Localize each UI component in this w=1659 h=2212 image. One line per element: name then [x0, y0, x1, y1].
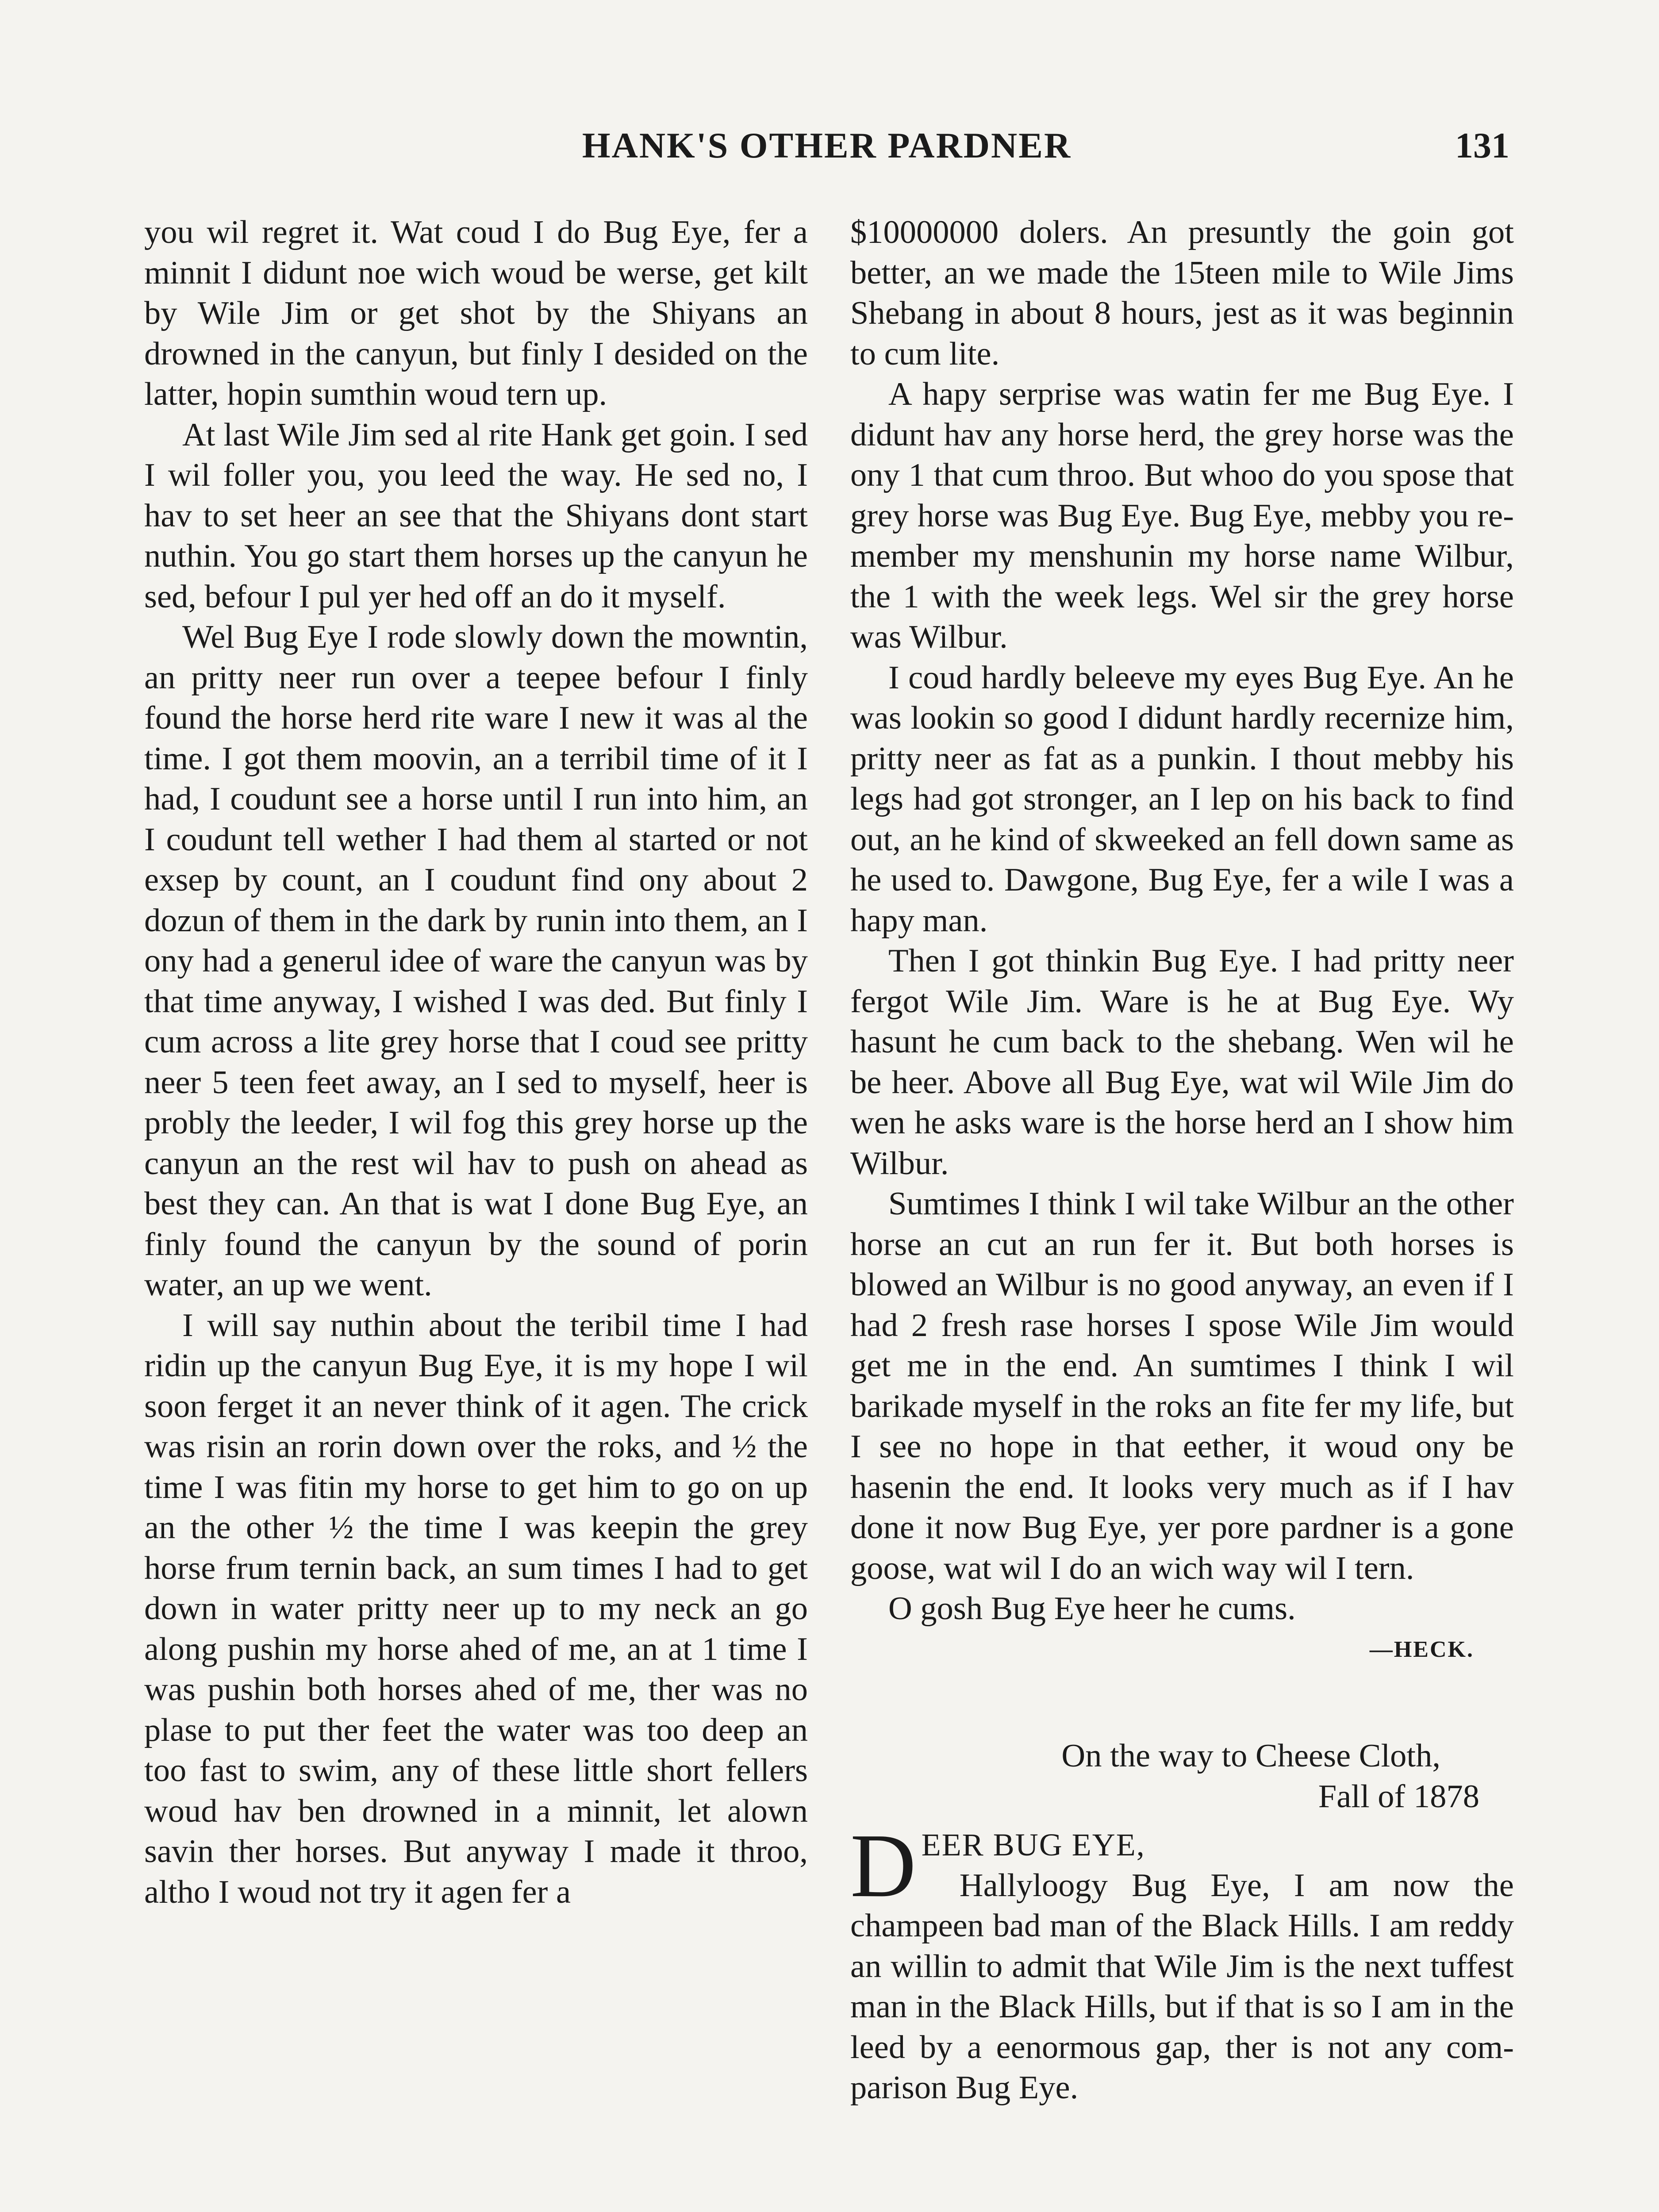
letter	[850, 1736, 1514, 2108]
right-column	[850, 212, 1514, 2108]
paragraph: Wel Bug Eye I rode slowly down the mowntin, an pritty neer run over a teepee befour I finly found the horse herd rite ware I new it was al the time. I got them moovin, an a terribil time of it I had, I coudunt see a horse until I run into him, an I coudunt tell wether I had them al started or not exsep by count, an I coudunt find ony about 2 dozun of them in the dark by runin into them, an I ony had a generul idee of ware the canyun was by that time anyway, I wished I was ded. But finly I cum across a lite grey horse that I coud see pritty neer 5 teen feet away, an I sed to myself, heer is probly the leeder, I wil fog this grey horse up the canyun an the rest wil hav to push on ahead as best they can. An that is wat I done Bug Eye, an finly found the canyun by the sound of porin water, an up we went.	[144, 619, 808, 1303]
drop-cap: D	[850, 1815, 916, 1916]
letter-dateline	[850, 1736, 1479, 1817]
paragraph: Sumtimes I think I wil take Wilbur an the other horse an cut an run fer it. But both horses is blowed an Wilbur is no good anyway, an even if I had 2 fresh rase horses I spose Wile Jim would get me in the end. An sumtimes I think I wil barikade myself in the roks an fite fer my life, but I see no hope in that eether, it woud ony be hasenin the end. It looks very much as if I hav done it now Bug Eye, yer pore pardner is a gone goose, wat wil I do an wich way wil I tern.	[850, 1186, 1514, 1586]
author-signature: —HECK.	[1369, 1636, 1474, 1662]
dateline-place: On the way to Cheese Cloth,	[1061, 1738, 1440, 1774]
paragraph: you wil regret it. Wat coud I do Bug Eye, fer a minnit I didunt noe wich woud be werse, get kilt by Wile Jim or get shot by the Shiyans an drowned in the canyun, but finly I desided on the latter, hopin sumthin woud tern up.	[144, 214, 808, 412]
letter-body: Hallyloogy Bug Eye, I am now the champeen bad man of the Black Hills. I am reddy an willin to admit that Wile Jim is the next tuffest man in the Black Hills, but if that is so I am in the leed by a eenormous gap, ther is not any comparison Bug Eye.	[850, 1867, 1514, 2106]
paragraph: O gosh Bug Eye heer he cums.	[888, 1590, 1296, 1627]
dateline-date: Fall of 1878	[1318, 1778, 1479, 1815]
paragraph: A hapy serprise was watin fer me Bug Eye. I didunt hav any horse herd, the grey horse was the ony 1 that cum throo. But whoo do you spose that grey horse was Bug Eye. Bug Eye, mebby you remember my menshunin my horse name Wilbur, the 1 with the week legs. Wel sir the grey horse was Wilbur.	[850, 376, 1514, 655]
paragraph: Then I got thinkin Bug Eye. I had pritty neer fergot Wile Jim. Ware is he at Bug Eye. Wy hasunt he cum back to the shebang. Wen wil he be heer. Above all Bug Eye, wat wil Wile Jim do wen he asks ware is the horse herd an I show him Wilbur.	[850, 943, 1514, 1182]
left-column	[144, 212, 808, 1912]
paragraph: I will say nuthin about the teribil time I had ridin up the canyun Bug Eye, it is my hope I wil soon ferget it an never think of it agen. The crick was risin an rorin down over the roks, and ½ the time I was fitin my horse to get him to go on up an the other ½ the time I was keepin the grey horse frum ternin back, an sum times I had to get down in water pritty neer up to my neck an go along pushin my horse ahed of me, an at 1 time I was pushin both horses ahed of me, ther was no plase to put ther feet the water was too deep an too fast to swim, any of these little short fellers woud hav ben drowned in a minnit, let alown savin ther horses. But anyway I made it throo, altho I woud not try it agen fer a	[144, 1307, 808, 1910]
paragraph: $10000000 dolers. An presuntly the goin got better, an we made the 15teen mile to Wile Jims Shebang in about 8 hours, jest as it was beginnin to cum lite.	[850, 214, 1514, 372]
page-number: 131	[1455, 125, 1509, 165]
salutation: EER BUG EYE,	[921, 1827, 1145, 1863]
paragraph: At last Wile Jim sed al rite Hank get goin. I sed I wil foller you, you leed the way. He sed no, I hav to set heer an see that the Shiyans dont start nuthin. You go start them horses up the canyun he sed, befour I pul yer hed off an do it myself.	[144, 416, 808, 615]
running-title: HANK'S OTHER PARDNER	[582, 125, 1072, 165]
paragraph: I coud hardly beleeve my eyes Bug Eye. An he was lookin so good I didunt hardly recernize him, pritty neer as fat as a punkin. I thout mebby his legs had got stronger, an I lep on his back to find out, an he kind of skweeked an fell down same as he used to. Dawgone, Bug Eye, fer a wile I was a hapy man.	[850, 659, 1514, 939]
running-head	[144, 125, 1509, 173]
letter-opening	[850, 1815, 1514, 2108]
